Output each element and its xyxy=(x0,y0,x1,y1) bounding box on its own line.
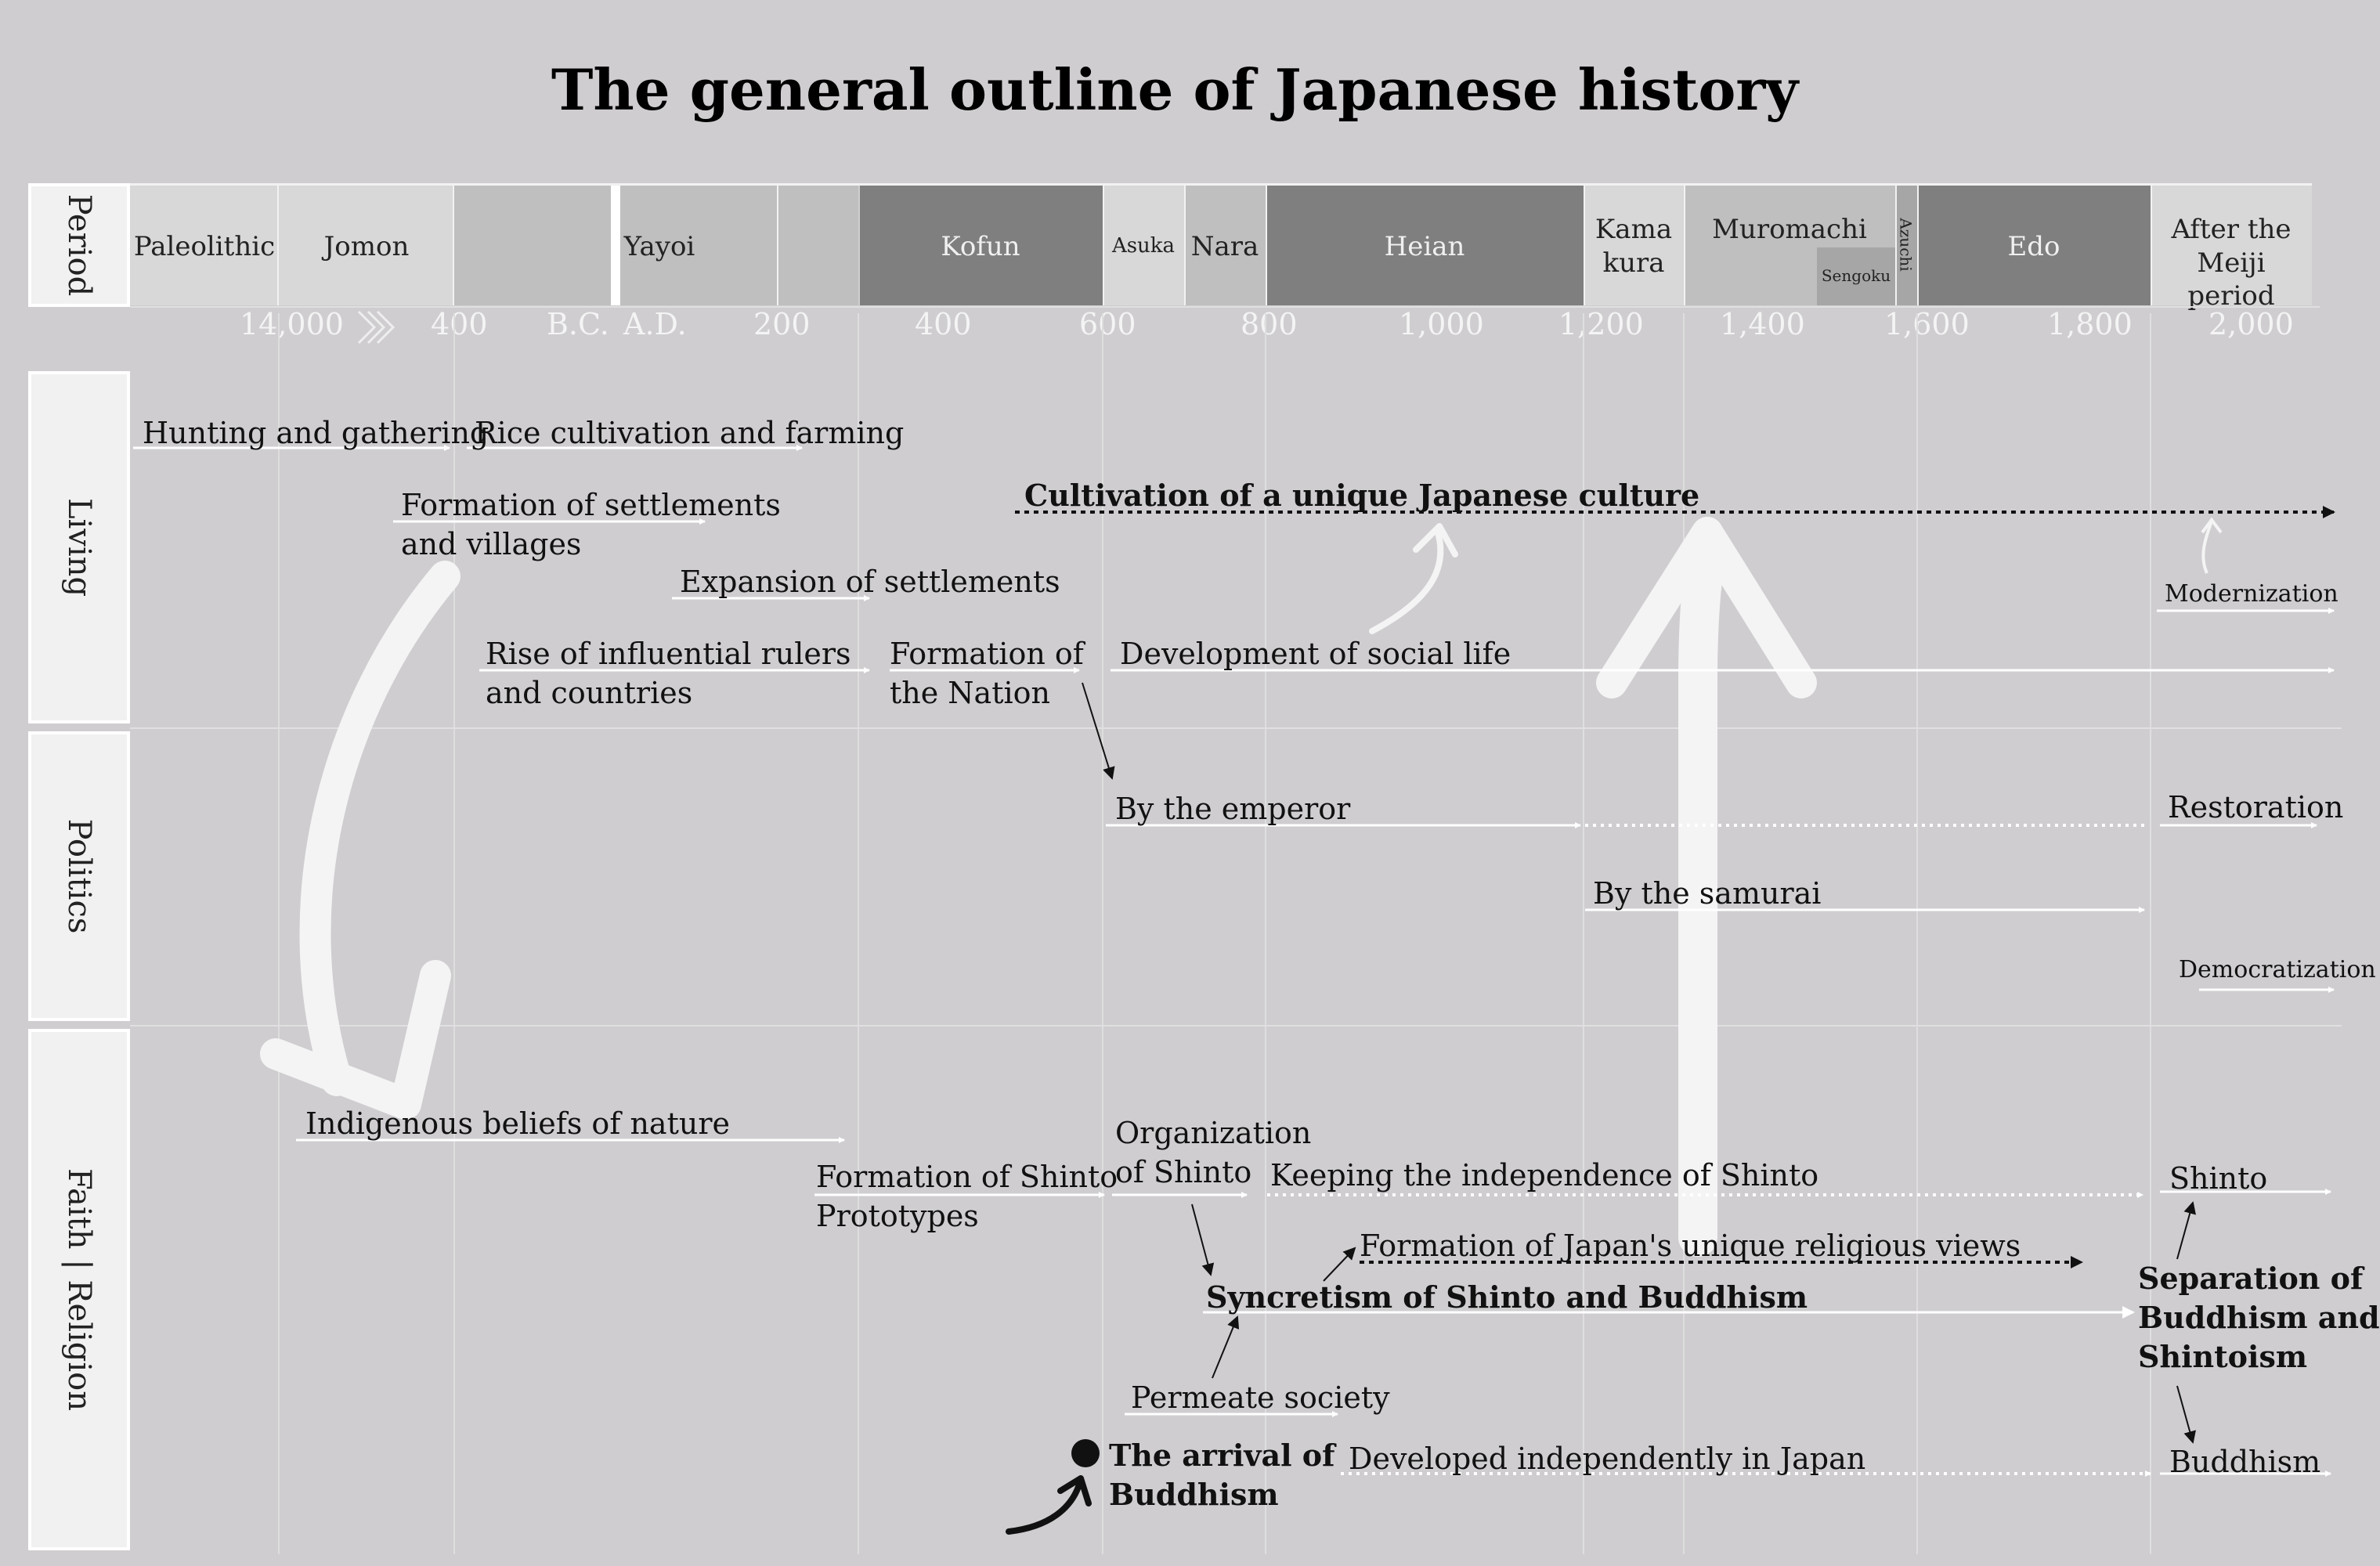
year-label: 800 xyxy=(1241,307,1298,341)
year-label: B.C. xyxy=(547,307,609,341)
year-label: 200 xyxy=(753,307,811,341)
period-label-paleolithic: Paleolithic xyxy=(133,231,276,262)
timeline-break-chevrons xyxy=(359,312,393,343)
faith-arrival-line1: The arrival of xyxy=(1109,1438,1335,1473)
politics-emperor: By the emperor xyxy=(1115,792,1351,826)
period-label-yayoi: Yayoi xyxy=(623,231,695,262)
faith-prototypes-line1: Formation of Shinto xyxy=(816,1160,1118,1194)
period-label-meiji: After the Meiji period xyxy=(2171,214,2292,312)
living-social: Development of social life xyxy=(1120,637,1511,671)
row-label-politics-text: Politics xyxy=(61,818,97,934)
politics-democratization: Democratization xyxy=(2179,956,2376,983)
culture-feed-arrow-head xyxy=(1416,526,1455,554)
period-label-nara: Nara xyxy=(1190,231,1259,262)
living-settlements-line2: and villages xyxy=(401,527,582,561)
faith-syncretism: Syncretism of Shinto and Buddhism xyxy=(1206,1279,1808,1315)
year-label: 1,800 xyxy=(2047,307,2133,341)
year-label: 1,400 xyxy=(1720,307,1805,341)
modernization-arrow-head xyxy=(2202,520,2221,532)
row-label-living-text: Living xyxy=(61,497,97,597)
faith-arrival-line2: Buddhism xyxy=(1109,1477,1279,1512)
large-curved-arrow-down-head xyxy=(276,976,435,1104)
living-culture: Cultivation of a unique Japanese culture xyxy=(1024,478,1700,513)
faith-separation-line2: Buddhism and xyxy=(2138,1300,2380,1335)
living-expansion: Expansion of settlements xyxy=(680,565,1060,599)
buddhism-arrival-arrow xyxy=(1009,1485,1079,1532)
culture-feed-arrow xyxy=(1372,532,1440,631)
faith-separation-line1: Separation of xyxy=(2138,1261,2364,1296)
faith-separation-line3: Shintoism xyxy=(2138,1339,2308,1374)
year-label: 2,000 xyxy=(2208,307,2294,341)
faith-organization-line2: of Shinto xyxy=(1115,1155,1252,1189)
year-label: 400 xyxy=(915,307,972,341)
period-label-jomon: Jomon xyxy=(323,231,410,262)
year-label: 14,000 xyxy=(240,307,344,341)
period-label-edo: Edo xyxy=(2007,231,2060,262)
page-title: The general outline of Japanese history xyxy=(551,56,1799,123)
period-label-heian: Heian xyxy=(1384,231,1465,262)
period-label-asuka: Asuka xyxy=(1111,234,1176,258)
faith-indigenous: Indigenous beliefs of nature xyxy=(305,1106,730,1141)
living-rice: Rice cultivation and farming xyxy=(475,416,905,450)
faith-prototypes-line2: Prototypes xyxy=(816,1199,979,1233)
faith-religious-views: Formation of Japan's unique religious views xyxy=(1360,1229,2021,1263)
year-label: 400 xyxy=(431,307,488,341)
living-hunting: Hunting and gathering xyxy=(143,416,489,450)
living-settlements-line1: Formation of settlements xyxy=(401,488,781,522)
faith-organization-line1: Organization xyxy=(1115,1116,1312,1150)
period-label-azuchi: Azuchi xyxy=(1896,218,1916,272)
year-label: 1,000 xyxy=(1399,307,1484,341)
faith-shinto: Shinto xyxy=(2169,1161,2268,1196)
faith-independence: Keeping the independence of Shinto xyxy=(1270,1158,1819,1193)
politics-restoration: Restoration xyxy=(2168,790,2344,824)
faith-developed: Developed independently in Japan xyxy=(1349,1442,1866,1476)
living-nation-line2: the Nation xyxy=(890,676,1050,710)
period-label-kofun: Kofun xyxy=(941,231,1020,262)
living-nation-line1: Formation of xyxy=(890,637,1084,671)
row-label-faith-text: Faith | Religion xyxy=(61,1167,97,1412)
year-label: A.D. xyxy=(623,307,687,341)
period-label-kamakura: Kama kura xyxy=(1594,214,1673,279)
faith-permeate: Permeate society xyxy=(1131,1380,1390,1415)
nation-to-emperor-arrow xyxy=(1082,683,1112,778)
buddhism-arrival-dot xyxy=(1071,1439,1100,1467)
living-rulers-line1: Rise of influential rulers xyxy=(486,637,851,671)
period-label-sengoku: Sengoku xyxy=(1821,266,1891,285)
living-rulers-line2: and countries xyxy=(486,676,693,710)
row-label-period-text: Period xyxy=(61,193,97,297)
year-label: 1,200 xyxy=(1558,307,1644,341)
living-modernization: Modernization xyxy=(2165,580,2338,608)
period-label-muromachi: Muromachi xyxy=(1712,214,1867,245)
year-label: 1,600 xyxy=(1884,307,1970,341)
year-label: 600 xyxy=(1079,307,1136,341)
faith-buddhism: Buddhism xyxy=(2169,1445,2321,1479)
politics-samurai: By the samurai xyxy=(1593,876,1822,911)
